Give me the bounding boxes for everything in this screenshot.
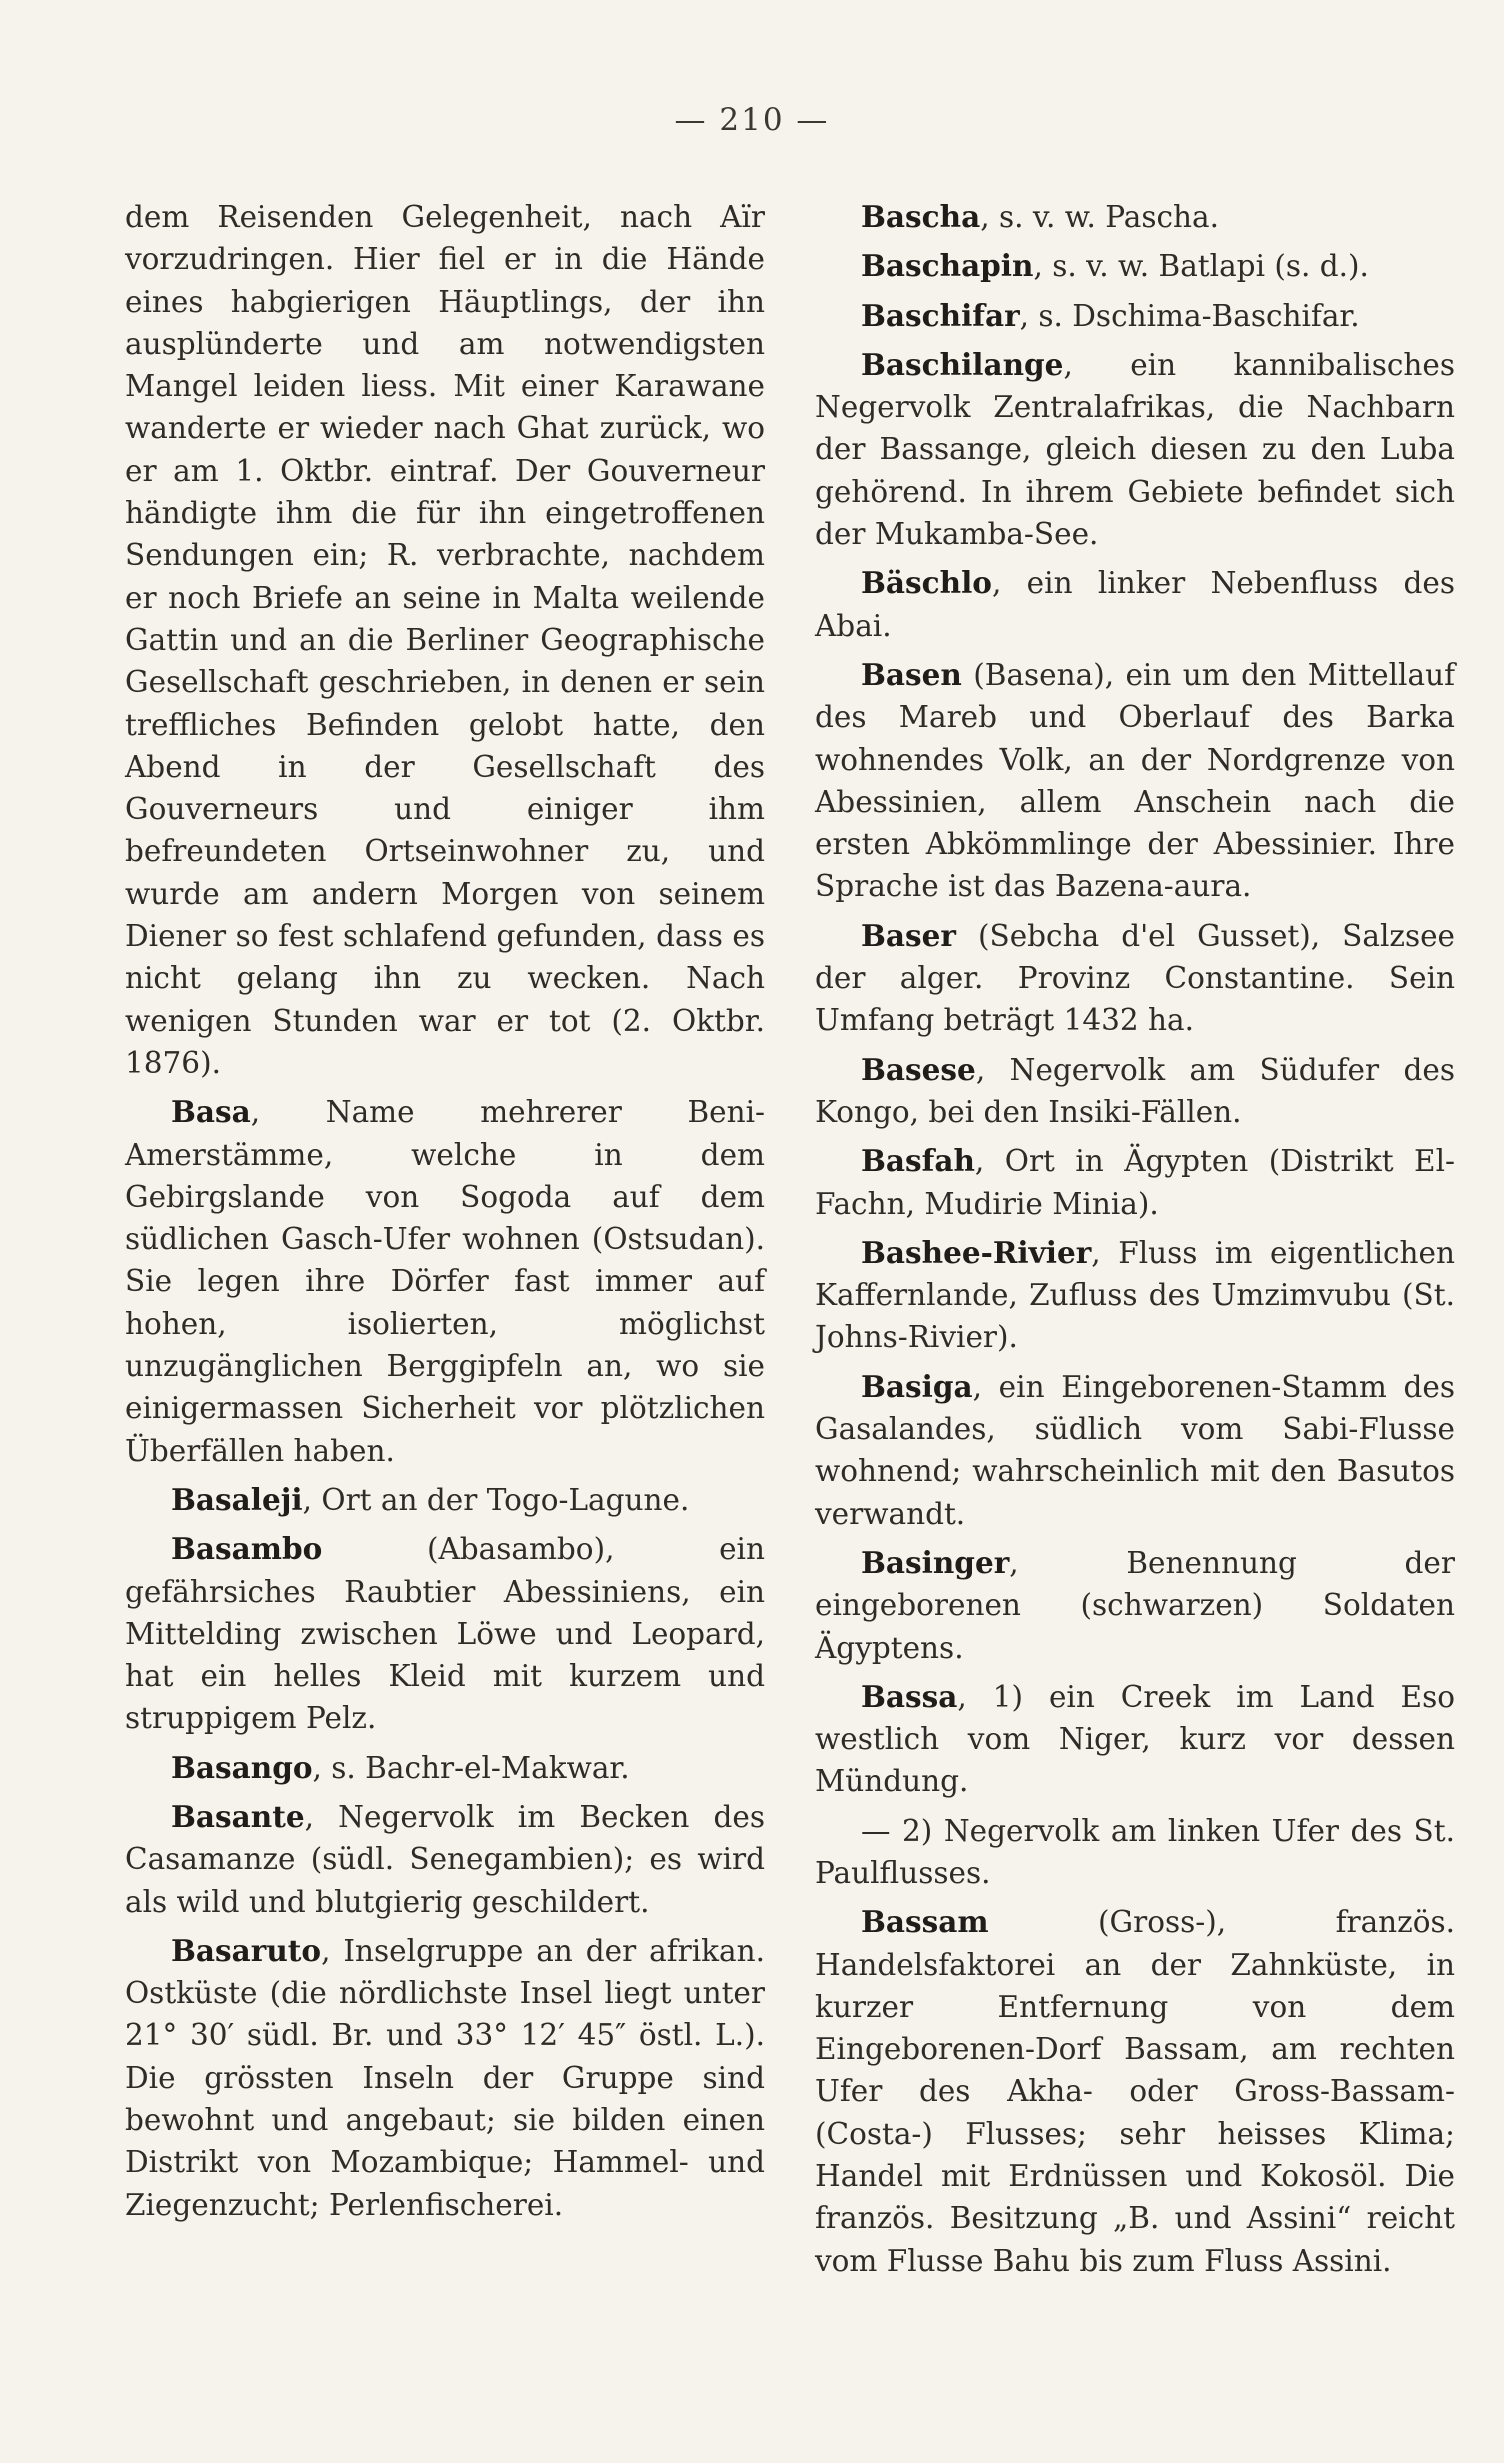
entry-text: , Fluss im eigentlichen Kaffernlande, Zufluss des Umzimvubu (St. Johns-Rivier). [815,1235,1455,1355]
entry-text: dem Reisenden Gelegenheit, nach Aïr vorzudringen. Hier fiel er in die Hände eines habgierigen Häuptlings, der ihn ausplünderte und am notwendigsten Mangel leiden liess. Mit einer Karawane wanderte er wieder nach Ghat zurück, wo er am 1. Oktbr. eintraf. Der Gouverneur händigte ihm die für ihn eingetroffenen Sendungen ein; R. verbrachte, nachdem er noch Briefe an seine in Malta weilende Gattin und an die Berliner Geographische Gesellschaft geschrieben, in denen er sein treffliches Befinden gelobt hatte, den Abend in der Gesellschaft des Gouverneurs und einiger ihm befreundeten Ortseinwohner zu, und wurde am andern Morgen von seinem Diener so fest schlafend gefunden, dass es nicht gelang ihn zu wecken. Nach wenigen Stunden war er tot (2. Oktbr. 1876). [125,200,765,1080]
entry-text: , Ort an der Togo-Lagune. [302,1482,690,1517]
entry-headword: Bäschlo [861,565,992,601]
entry-headword: Basa [171,1094,251,1130]
entry-baeschlo [815,562,1455,647]
entry-basen [815,654,1455,908]
entry-headword: Baschilange [861,346,1064,382]
entry-headword: Baschifar [861,297,1020,333]
entry-text: , Name mehrerer Beni-Amerstämme, welche in dem Gebirgslande von Sogoda auf dem südlichen Gasch-Ufer wohnen (Ostsudan). Sie legen ihre Dörfer fast immer auf hohen, isolierten, möglichst unzugänglichen Berggipfeln an, wo sie einigermassen Sicherheit vor plötzlichen Überfällen haben. [125,1095,765,1468]
entry-headword: Basiga [861,1368,973,1404]
entry-text: (Sebcha d'el Gusset), Salzsee der alger. Provinz Constantine. Sein Umfang beträgt 1432 ha. [815,918,1455,1038]
entry-headword: Bashee-Rivier [861,1234,1092,1270]
entry-headword: Basinger [861,1544,1010,1580]
entry-basante [125,1796,765,1923]
entry-basaruto [125,1930,765,2226]
entry-headword: Basambo [171,1531,323,1567]
entry-headword: Bascha [861,199,981,234]
entry-baser [815,915,1455,1042]
entry-bashee-rivier [815,1232,1455,1359]
entry-basa [125,1091,765,1472]
right-column [815,196,1455,2289]
entry-text: , ein linker Nebenfluss des Abai. [815,566,1455,643]
entry-continuation [125,196,765,1084]
entry-text: (Abasambo), ein gefährsiches Raubtier Abessiniens, ein Mittelding zwischen Löwe und Leopard, hat ein helles Kleid mit kurzem und struppigem Pelz. [125,1532,765,1736]
entry-headword: Basango [171,1749,313,1785]
entry-text: , Negervolk am Südufer des Kongo, bei den Insiki-Fällen. [815,1052,1455,1129]
entry-basiga [815,1366,1455,1535]
entry-basango [125,1747,765,1789]
entry-basaleji [125,1479,765,1521]
entry-bascha [815,196,1455,238]
entry-headword: Bassam [861,1904,989,1940]
page-number: — 210 — [674,102,830,138]
entry-headword: Baser [861,917,956,953]
entry-headword: Bassa [861,1678,958,1714]
entry-headword: Basante [171,1798,305,1834]
entry-text: , Ort in Ägypten (Distrikt El-Fachn, Mudirie Minia). [815,1144,1455,1221]
entry-bassa [815,1676,1455,1803]
entry-text: , Negervolk im Becken des Casamanze (südl. Senegambien); es wird als wild und blutgierig geschildert. [125,1799,765,1919]
entry-baschapin [815,245,1455,287]
entry-basambo [125,1528,765,1739]
entry-bassam [815,1901,1455,2282]
entry-basese [815,1049,1455,1134]
entry-text: (Basena), ein um den Mittellauf des Mareb und Oberlauf des Barka wohnendes Volk, an der Nordgrenze von Abessinien, allem Anschein nach die ersten Abkömmlinge der Abessinier. Ihre Sprache ist das Bazena-aura. [815,657,1455,904]
entry-text: , s. v. w. Pascha. [980,200,1219,234]
entry-text: — 2) Negervolk am linken Ufer des St. Paulflusses. [815,1813,1455,1890]
entry-text: , s. Dschima-Baschifar. [1019,298,1360,333]
entry-headword: Basen [861,656,962,692]
entry-text: , Benennung der eingeborenen (schwarzen) Soldaten Ägyptens. [815,1545,1455,1665]
entry-headword: Basaleji [171,1481,303,1517]
left-column [125,196,765,2233]
entry-baschilange [815,344,1455,555]
entry-text: , Inselgruppe an der afrikan. Ostküste (die nördlichste Insel liegt unter 21° 30′ südl. Br. und 33° 12′ 45″ östl. L.). Die grössten Inseln der Gruppe sind bewohnt und angebaut; sie bilden einen Distrikt von Mozambique; Hammel- und Ziegenzucht; Perlenfischerei. [125,1933,765,2222]
entry-text: , 1) ein Creek im Land Eso westlich vom Niger, kurz vor dessen Mündung. [815,1679,1455,1799]
entry-headword: Basese [861,1051,976,1087]
entry-text: , s. Bachr-el-Makwar. [312,1750,630,1785]
entry-bassa-2 [815,1810,1455,1895]
entry-headword: Basaruto [171,1932,322,1968]
entry-headword: Baschapin [861,248,1034,284]
entry-basinger [815,1542,1455,1669]
entry-text: , ein Eingeborenen-Stamm des Gasalandes, südlich vom Sabi-Flusse wohnend; wahrscheinlich mit den Basutos verwandt. [815,1369,1455,1531]
entry-headword: Basfah [861,1143,975,1179]
entry-baschifar [815,295,1455,337]
entry-text: , ein kannibalisches Negervolk Zentralafrikas, die Nachbarn der Bassange, gleich diesen zu den Luba gehörend. In ihrem Gebiete befindet sich der Mukamba-See. [815,347,1455,552]
entry-text: (Gross-), französ. Handelsfaktorei an der Zahnküste, in kurzer Entfernung von dem Eingeborenen-Dorf Bassam, am rechten Ufer des Akha- oder Gross-Bassam- (Costa-) Flusses; sehr heisses Klima; Handel mit Erdnüssen und Kokosöl. Die französ. Besitzung „B. und Assini“ reicht vom Flusse Bahu bis zum Fluss Assini. [815,1905,1455,2278]
entry-text: , s. v. w. Batlapi (s. d.). [1033,249,1369,284]
entry-basfah [815,1140,1455,1225]
